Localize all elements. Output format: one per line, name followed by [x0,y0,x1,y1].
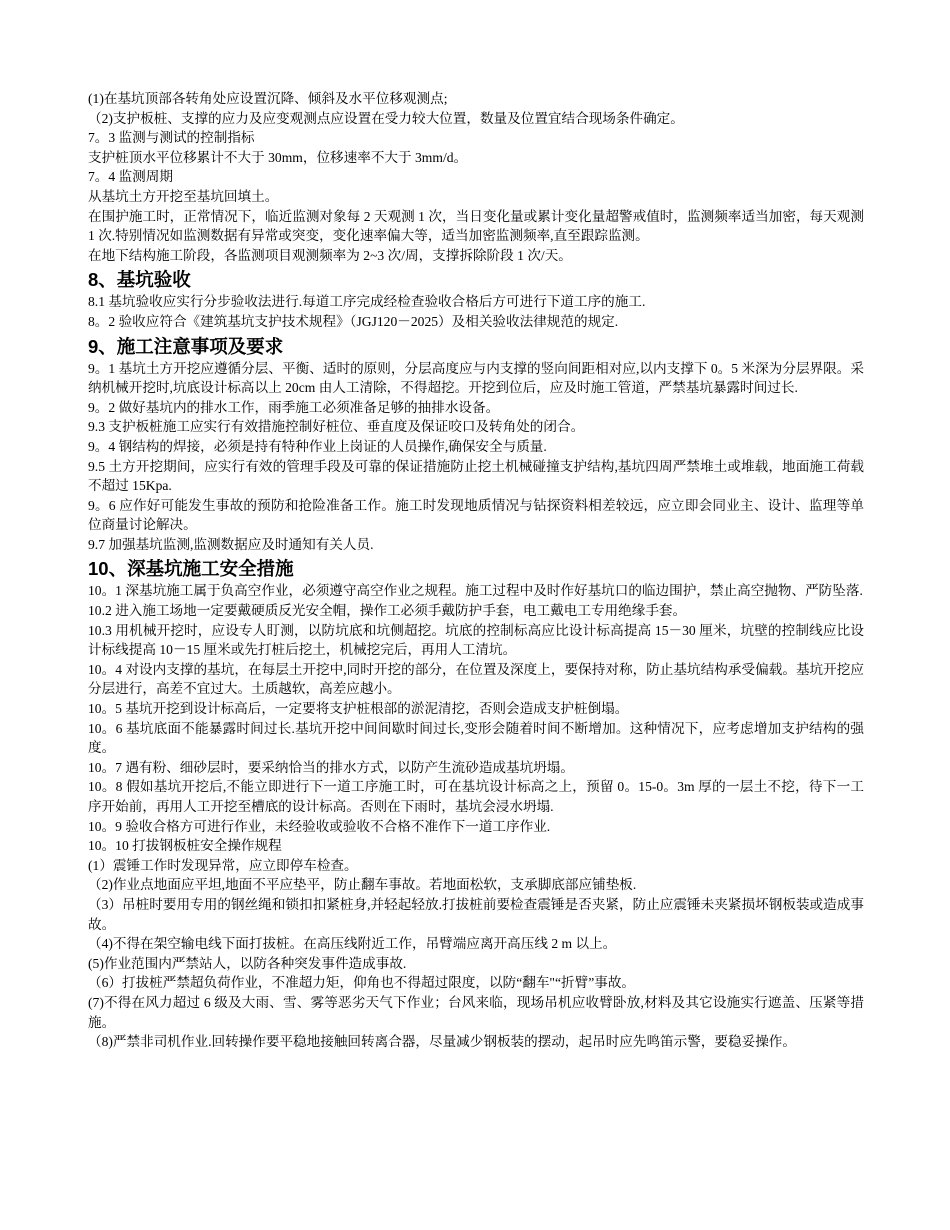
paragraph: 8。2 验收应符合《建筑基坑支护技术规程》（JGJ120－2025）及相关验收法律规范的规定. [88,313,619,329]
section-heading: 9、施工注意事项及要求 [88,335,284,357]
paragraph: （2)作业点地面应平坦,地面不平应垫平，防止翻车事故。若地面松软，支承脚底部应铺垫板. [88,877,637,893]
paragraph: （2)支护板桩、支撑的应力及应变观测点应设置在受力较大位置，数量及位置宜结合现场条件确定。 [88,110,684,126]
paragraph: 8.1 基坑验收应实行分步验收法进行.每道工序完成经检查验收合格后方可进行下道工序的施工. [88,294,646,310]
paragraph: 10。7 遇有粉、细砂层时，要采纳恰当的排水方式，以防产生流砂造成基坑坍塌。 [88,759,574,775]
paragraph: 在地下结构施工阶段，各监测项目观测频率为 2~3 次/周，支撑拆除阶段 1 次/天。 [88,247,572,263]
section-heading: 8、基坑验收 [88,269,191,291]
paragraph: （8)严禁非司机作业.回转操作要平稳地接触回转离合器，尽量减少钢板装的摆动，起吊时应先鸣笛示警，要稳妥操作。 [88,1034,796,1050]
paragraph: 9.3 支护板桩施工应实行有效措施控制好桩位、垂直度及保证咬口及转角处的闭合。 [88,419,585,435]
paragraph: (7)不得在风力超过 6 级及大雨、雪、雾等恶劣天气下作业；台风来临，现场吊机应收臂卧放,材料及其它设施实行遮盖、压紧等措施。 [88,994,864,1030]
paragraph: 10。9 验收合格方可进行作业，未经验收或验收不合格不准作下一道工序作业. [88,818,551,834]
section-heading: 10、深基坑施工安全措施 [88,558,294,580]
paragraph: 10。8 假如基坑开挖后,不能立即进行下一道工序施工时，可在基坑设计标高之上，预留 0。15-0。3m 厚的一层土不挖，待下一工序开始前，再用人工开挖至槽底的设计标高。否则在下雨时，基坑会浸水坍塌. [88,779,864,814]
paragraph: 10。5 基坑开挖到设计标高后，一定要将支护桩根部的淤泥清挖，否则会造成支护桩倒塌。 [88,701,629,717]
paragraph: 10。6 基坑底面不能暴露时间过长.基坑开挖中间间歇时间过长,变形会随着时间不断增加。这种情况下，应考虑增加支护结构的强度。 [88,720,864,756]
paragraph: 10.3 用机械开挖时，应设专人盯测，以防坑底和坑侧超挖。坑底的控制标高应比设计标高提高 15－30 厘米，坑壁的控制线应比设计标线提高 10－15 厘米或先打桩后挖土，机械挖完后，再用人工清坑。 [88,622,864,658]
paragraph: 10。4 对设内支撑的基坑，在每层土开挖中,同时开挖的部分，在位置及深度上，要保持对称，防止基坑结构承受偏载。基坑开挖应分层进行，高差不宜过大。土质越软，高差应越小。 [88,661,864,697]
paragraph: 9。6 应作好可能发生事故的预防和抢险准备工作。施工时发现地质情况与钻探资料相差较远，应立即会同业主、设计、监理等单位商量讨论解决。 [88,497,864,533]
paragraph: (1)在基坑顶部各转角处应设置沉降、倾斜及水平位移观测点; [88,91,448,106]
paragraph: 10。10 打拔钢板桩安全操作规程 [88,838,282,854]
paragraph: 从基坑土方开挖至基坑回填土。 [88,188,279,204]
paragraph: 在围护施工时，正常情况下，临近监测对象每 2 天观测 1 次，当日变化量或累计变化量超警戒值时，监测频率适当加密，每天观测 1 次.特别情况如监测数据有异常或突变，变化速率偏大等，适当加密监测频率,直至跟踪监测。 [88,208,864,244]
paragraph: 9。1 基坑土方开挖应遵循分层、平衡、适时的原则，分层高度应与内支撑的竖向间距相对应,以内支撑下 0。5 米深为分层界限。采纳机械开挖时,坑底设计标高以上 20cm 由人工清除，不得超挖。开挖到位后，应及时施工管道，严禁基坑暴露时间过长. [88,360,864,396]
document-page [88,89,864,1052]
paragraph: 10。1 深基坑施工属于负高空作业，必须遵守高空作业之规程。施工过程中及时作好基坑口的临边围护，禁止高空抛物、严防坠落. [88,583,863,599]
paragraph: 7。4 监测周期 [88,169,173,185]
paragraph: (5)作业范围内严禁站人，以防各种突发事件造成事故. [88,955,407,971]
paragraph: （6）打拔桩严禁超负荷作业，不准超力矩，仰角也不得超过限度，以防“翻车"“折臂”事故。 [88,975,636,991]
paragraph: 9。2 做好基坑内的排水工作，雨季施工必须准备足够的抽排水设备。 [88,399,500,415]
paragraph: 7。3 监测与测试的控制指标 [88,130,255,146]
paragraph: 支护桩顶水平位移累计不大于 30mm，位移速率不大于 3mm/d。 [88,149,468,165]
paragraph: 9。4 钢结构的焊接，必须是持有特种作业上岗证的人员操作,确保安全与质量. [88,438,547,454]
paragraph: (1）震锤工作时发现异常，应立即停车检查。 [88,857,358,873]
paragraph: 9.5 土方开挖期间，应实行有效的管理手段及可靠的保证措施防止挖土机械碰撞支护结构,基坑四周严禁堆土或堆载，地面施工荷载不超过 15Kpa. [88,458,864,494]
paragraph: 9.7 加强基坑监测,监测数据应及时通知有关人员. [88,536,374,552]
paragraph: （3）吊桩时要用专用的钢丝绳和锁扣扣紧桩身,并轻起轻放.打拔桩前要检查震锤是否夹紧，防止应震锤未夹紧损坏钢板装或造成事故。 [88,896,864,932]
paragraph: 10.2 进入施工场地一定要戴硬质反光安全帽，操作工必须手戴防护手套，电工戴电工专用绝缘手套。 [88,603,687,619]
paragraph: （4)不得在架空输电线下面打拔桩。在高压线附近工作，吊臂端应离开高压线 2 m 以上。 [88,936,617,952]
